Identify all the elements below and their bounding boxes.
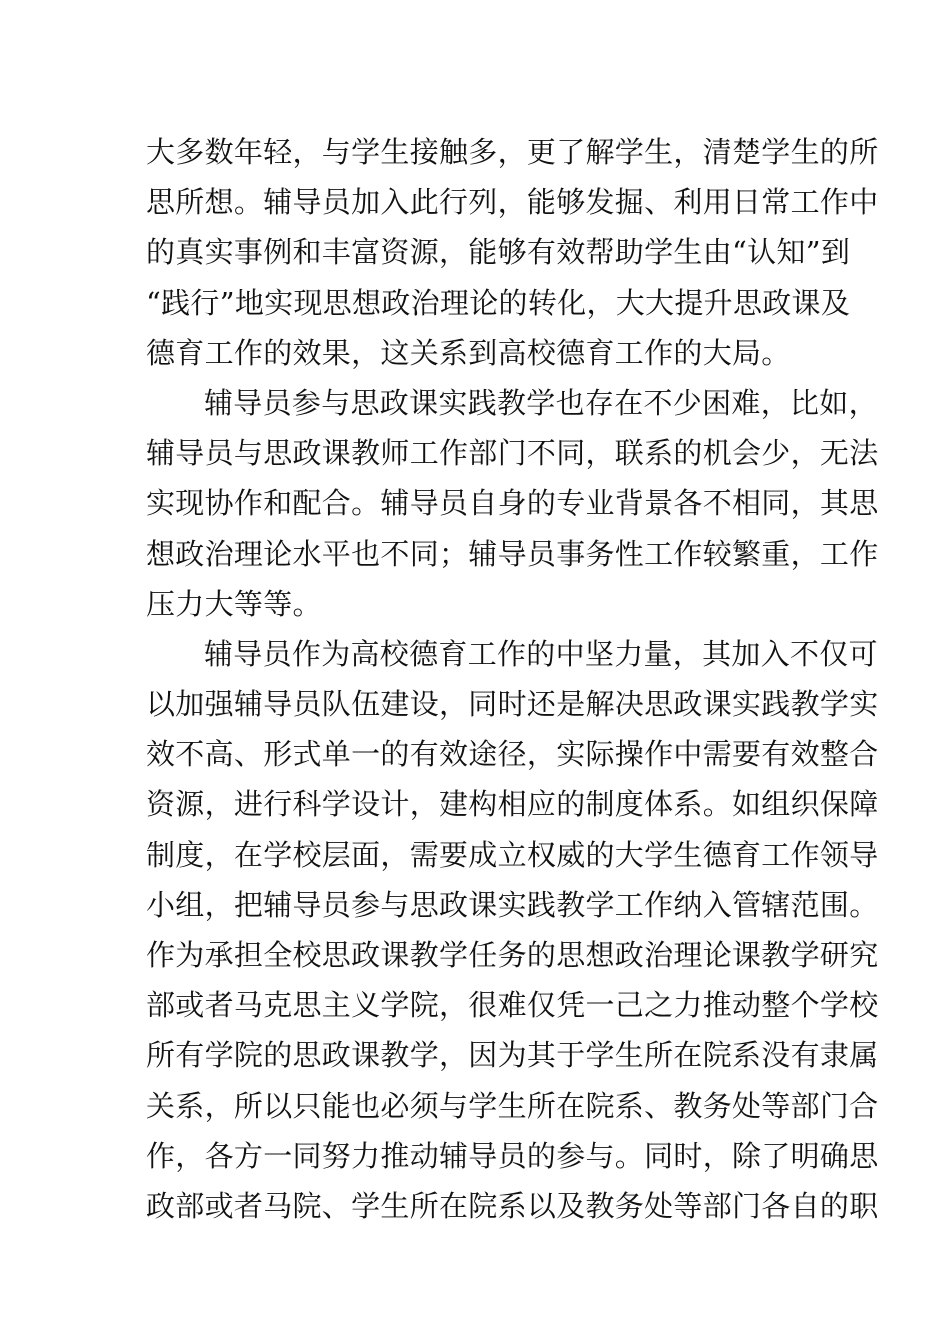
text-line: 德育工作的效果，这关系到高校德育工作的大局。 [146,335,791,370]
text-line: 辅导员参与思政课实践教学也存在不少困难，比如， [204,385,878,420]
text-line: 部或者马克思主义学院，很难仅凭一己之力推动整个学校 [146,988,879,1023]
text-line: 小组，把辅导员参与思政课实践教学工作纳入管辖范围。 [146,887,879,922]
text-line: 政部或者马院、学生所在院系以及教务处等部门各自的职 [146,1188,879,1223]
text-line: 关系，所以只能也必须与学生所在院系、教务处等部门合 [146,1088,879,1123]
text-line: 效不高、形式单一的有效途径，实际操作中需要有效整合 [146,737,879,772]
text-line: 作为承担全校思政课教学任务的思想政治理论课教学研究 [146,938,879,972]
text-line: 辅导员与思政课教师工作部门不同，联系的机会少，无法 [146,436,879,471]
text-line: “践行”地实现思想政治理论的转化，大大提升思政课及 [146,285,851,320]
document-page [146,127,879,1231]
text-line: 资源，进行科学设计，建构相应的制度体系。如组织保障 [146,787,879,822]
text-line: 实现协作和配合。辅导员自身的专业背景各不相同，其思 [146,486,879,521]
text-line: 大多数年轻，与学生接触多，更了解学生，清楚学生的所 [146,135,879,169]
text-line: 思所想。辅导员加入此行列，能够发掘、利用日常工作中 [146,185,879,220]
text-line: 想政治理论水平也不同；辅导员事务性工作较繁重，工作 [146,536,879,571]
text-line: 的真实事例和丰富资源，能够有效帮助学生由“认知”到 [146,235,851,270]
paragraph-3 [146,629,879,1231]
paragraph-1 [146,127,879,378]
text-line: 所有学院的思政课教学，因为其于学生所在院系没有隶属 [146,1038,879,1073]
paragraph-2 [146,378,879,629]
text-line: 辅导员作为高校德育工作的中坚力量，其加入不仅可 [204,636,878,671]
text-line: 作，各方一同努力推动辅导员的参与。同时，除了明确思 [146,1138,879,1173]
text-line: 制度，在学校层面，需要成立权威的大学生德育工作领导 [146,837,879,872]
text-line: 以加强辅导员队伍建设，同时还是解决思政课实践教学实 [146,687,879,722]
text-line: 压力大等等。 [146,586,322,621]
